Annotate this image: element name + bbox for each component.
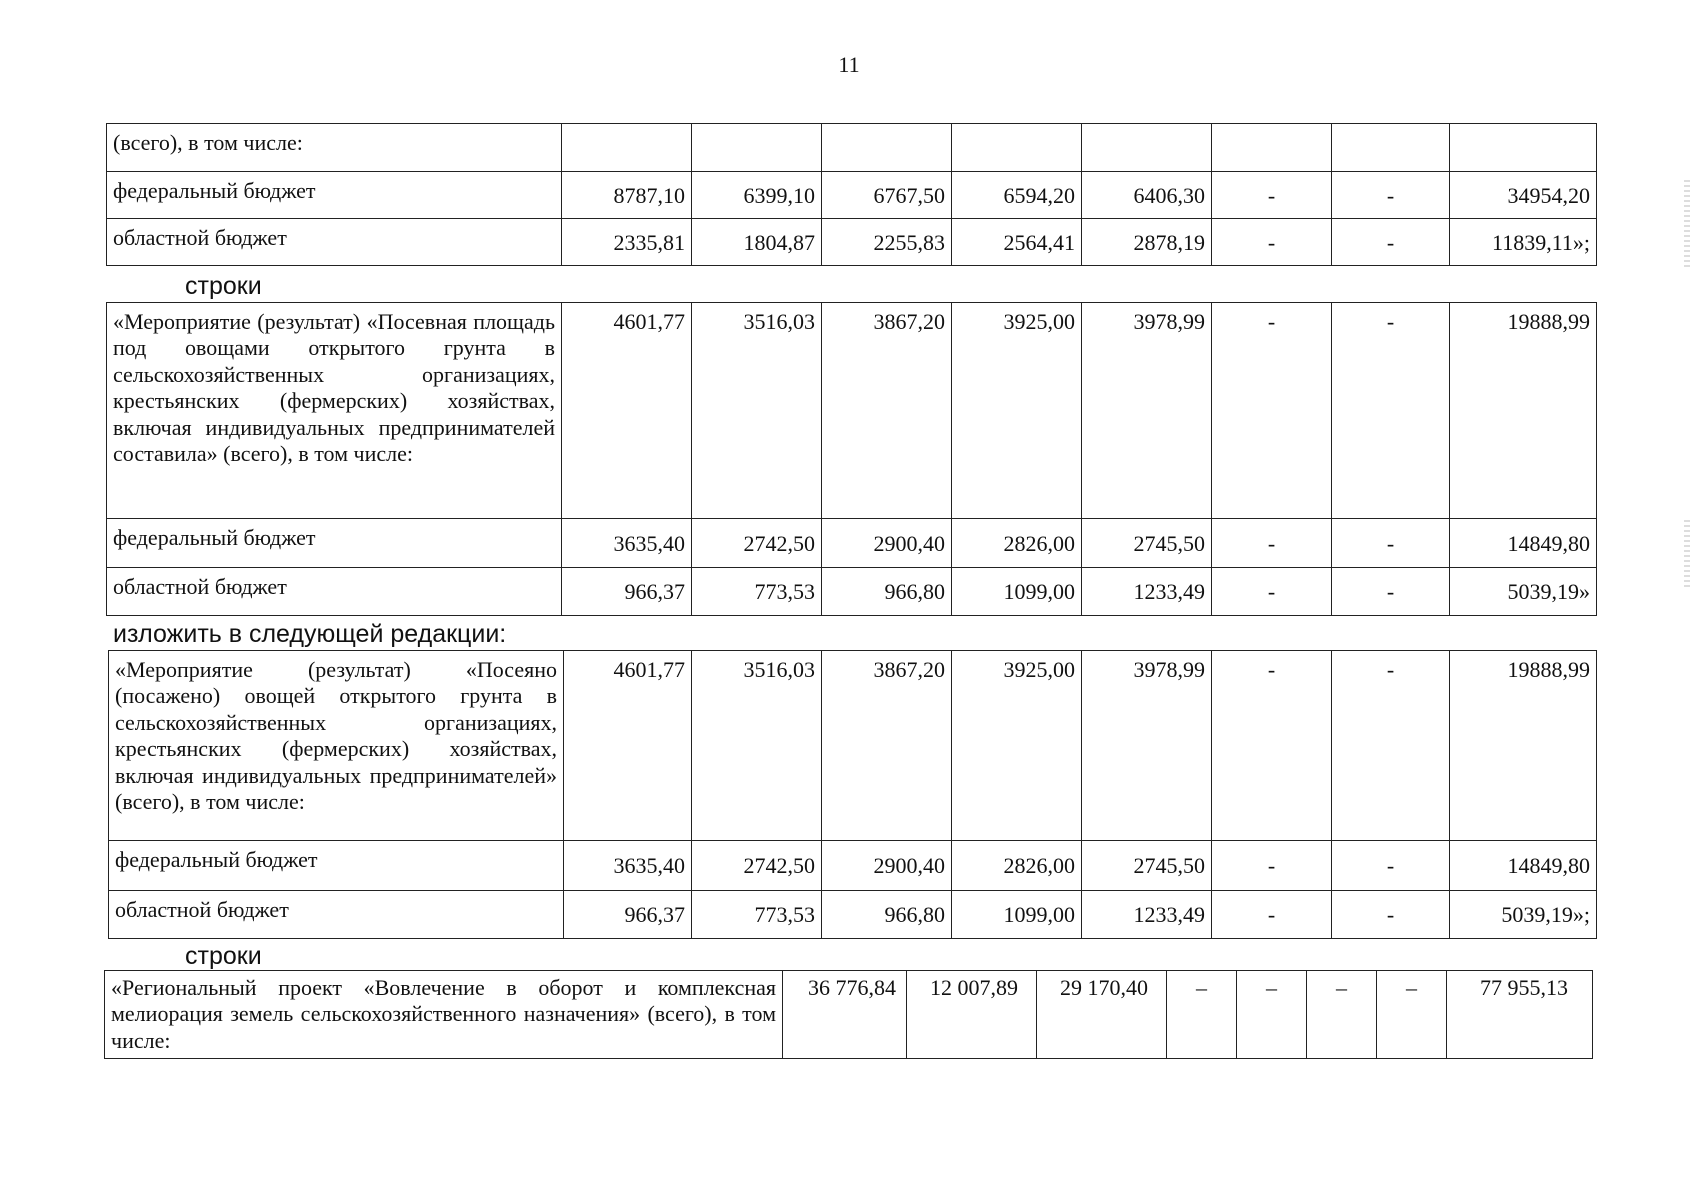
table-cell: 2564,41 — [952, 219, 1082, 266]
table-cell: – — [1307, 971, 1377, 1059]
table-row — [107, 519, 1597, 568]
row-label: (всего), в том числе: — [107, 124, 562, 172]
table-cell: - — [1212, 841, 1332, 891]
table-cell: 773,53 — [692, 568, 822, 616]
scan-edge-artifact — [1684, 520, 1690, 590]
table-cell: 3978,99 — [1082, 303, 1212, 519]
table-cell: 3925,00 — [952, 303, 1082, 519]
table-cell: 2745,50 — [1082, 519, 1212, 568]
row-label: «Региональный проект «Вовлечение в оборот и комплексная мелиорация земель сельскохозяйственного назначения» (всего), в том числе: — [105, 971, 783, 1059]
table-cell: 3925,00 — [952, 651, 1082, 841]
heading-new-edition: изложить в следующей редакции: — [113, 620, 507, 648]
table-cell: 14849,80 — [1450, 841, 1597, 891]
row-label: областной бюджет — [109, 891, 564, 939]
table-cell: 36 776,84 — [783, 971, 907, 1059]
row-label: «Мероприятие (результат) «Посеяно (посажено) овощей открытого грунта в сельскохозяйственных организациях, крестьянских (фермерских) хозяйствах, включая индивидуальных предпринимателей» (всего), в том числе: — [109, 651, 564, 841]
table-cell: - — [1212, 219, 1332, 266]
table-cell: 1804,87 — [692, 219, 822, 266]
table-cell: 2900,40 — [822, 841, 952, 891]
table-cell: 6399,10 — [692, 172, 822, 219]
table-cell — [692, 124, 822, 172]
table-cell: 1099,00 — [952, 568, 1082, 616]
table-cell: 2742,50 — [692, 519, 822, 568]
table-cell: 19888,99 — [1450, 303, 1597, 519]
table-cell: 2745,50 — [1082, 841, 1212, 891]
table-cell: - — [1332, 651, 1450, 841]
budget-table-continuation — [106, 123, 1597, 266]
table-cell — [1332, 124, 1450, 172]
row-label: федеральный бюджет — [107, 519, 562, 568]
table-cell: 5039,19»; — [1450, 891, 1597, 939]
table-cell: 34954,20 — [1450, 172, 1597, 219]
table-cell: 2255,83 — [822, 219, 952, 266]
table-cell: 1233,49 — [1082, 568, 1212, 616]
table-cell: 1233,49 — [1082, 891, 1212, 939]
row-label: федеральный бюджет — [107, 172, 562, 219]
table-row — [105, 971, 1593, 1059]
table-cell: - — [1212, 519, 1332, 568]
regional-project-table — [104, 970, 1593, 1059]
table-cell: 5039,19» — [1450, 568, 1597, 616]
table-cell: 966,37 — [564, 891, 692, 939]
table-cell: 966,80 — [822, 568, 952, 616]
table-cell: 29 170,40 — [1037, 971, 1167, 1059]
table-cell: 11839,11»; — [1450, 219, 1597, 266]
table-row — [107, 172, 1597, 219]
table-cell: 6767,50 — [822, 172, 952, 219]
table-cell: 6406,30 — [1082, 172, 1212, 219]
table-row — [109, 891, 1597, 939]
table-cell: 77 955,13 — [1447, 971, 1593, 1059]
table-cell: - — [1332, 841, 1450, 891]
heading-rows: строки — [185, 272, 262, 300]
table-cell: 3978,99 — [1082, 651, 1212, 841]
table-cell — [822, 124, 952, 172]
budget-table-new — [108, 650, 1597, 939]
table-cell: 4601,77 — [564, 651, 692, 841]
table-cell: 3516,03 — [692, 651, 822, 841]
table-cell: - — [1212, 891, 1332, 939]
table-row — [107, 124, 1597, 172]
table-cell: 2826,00 — [952, 841, 1082, 891]
table-cell: – — [1237, 971, 1307, 1059]
table-cell: 14849,80 — [1450, 519, 1597, 568]
table-cell: - — [1212, 651, 1332, 841]
table-cell: 12 007,89 — [907, 971, 1037, 1059]
table-cell: - — [1332, 219, 1450, 266]
table-cell: - — [1332, 891, 1450, 939]
row-label: федеральный бюджет — [109, 841, 564, 891]
table-cell: 2335,81 — [562, 219, 692, 266]
table-cell: 3635,40 — [564, 841, 692, 891]
table-cell — [952, 124, 1082, 172]
table-cell: 3635,40 — [562, 519, 692, 568]
table-cell: 8787,10 — [562, 172, 692, 219]
table-row — [109, 841, 1597, 891]
table-cell: 4601,77 — [562, 303, 692, 519]
table-cell: 2826,00 — [952, 519, 1082, 568]
table-cell: – — [1377, 971, 1447, 1059]
table-cell: 966,80 — [822, 891, 952, 939]
table-cell: 3516,03 — [692, 303, 822, 519]
table-cell: - — [1212, 303, 1332, 519]
heading-rows-2: строки — [185, 942, 262, 970]
table-cell: 1099,00 — [952, 891, 1082, 939]
table-row — [107, 568, 1597, 616]
table-cell: - — [1212, 172, 1332, 219]
table-cell: 773,53 — [692, 891, 822, 939]
table-cell: 6594,20 — [952, 172, 1082, 219]
table-cell: 2742,50 — [692, 841, 822, 891]
table-cell: - — [1332, 519, 1450, 568]
scan-edge-artifact — [1684, 180, 1690, 270]
row-label: «Мероприятие (результат) «Посевная площадь под овощами открытого грунта в сельскохозяйственных организациях, крестьянских (фермерских) хозяйствах, включая индивидуальных предпринимателей составила» (всего), в том числе: — [107, 303, 562, 519]
table-cell: 2878,19 — [1082, 219, 1212, 266]
table-row — [109, 651, 1597, 841]
table-row — [107, 219, 1597, 266]
table-cell: - — [1212, 568, 1332, 616]
table-cell: - — [1332, 568, 1450, 616]
table-cell — [1212, 124, 1332, 172]
table-cell: - — [1332, 303, 1450, 519]
table-cell — [1082, 124, 1212, 172]
table-cell — [562, 124, 692, 172]
row-label: областной бюджет — [107, 568, 562, 616]
table-cell: 3867,20 — [822, 651, 952, 841]
page-number: 11 — [838, 52, 860, 77]
table-cell: - — [1332, 172, 1450, 219]
table-cell: 3867,20 — [822, 303, 952, 519]
table-cell — [1450, 124, 1597, 172]
table-cell: 19888,99 — [1450, 651, 1597, 841]
table-cell: 966,37 — [562, 568, 692, 616]
table-cell: 2900,40 — [822, 519, 952, 568]
table-row — [107, 303, 1597, 519]
table-cell: – — [1167, 971, 1237, 1059]
row-label: областной бюджет — [107, 219, 562, 266]
budget-table-old — [106, 302, 1597, 616]
